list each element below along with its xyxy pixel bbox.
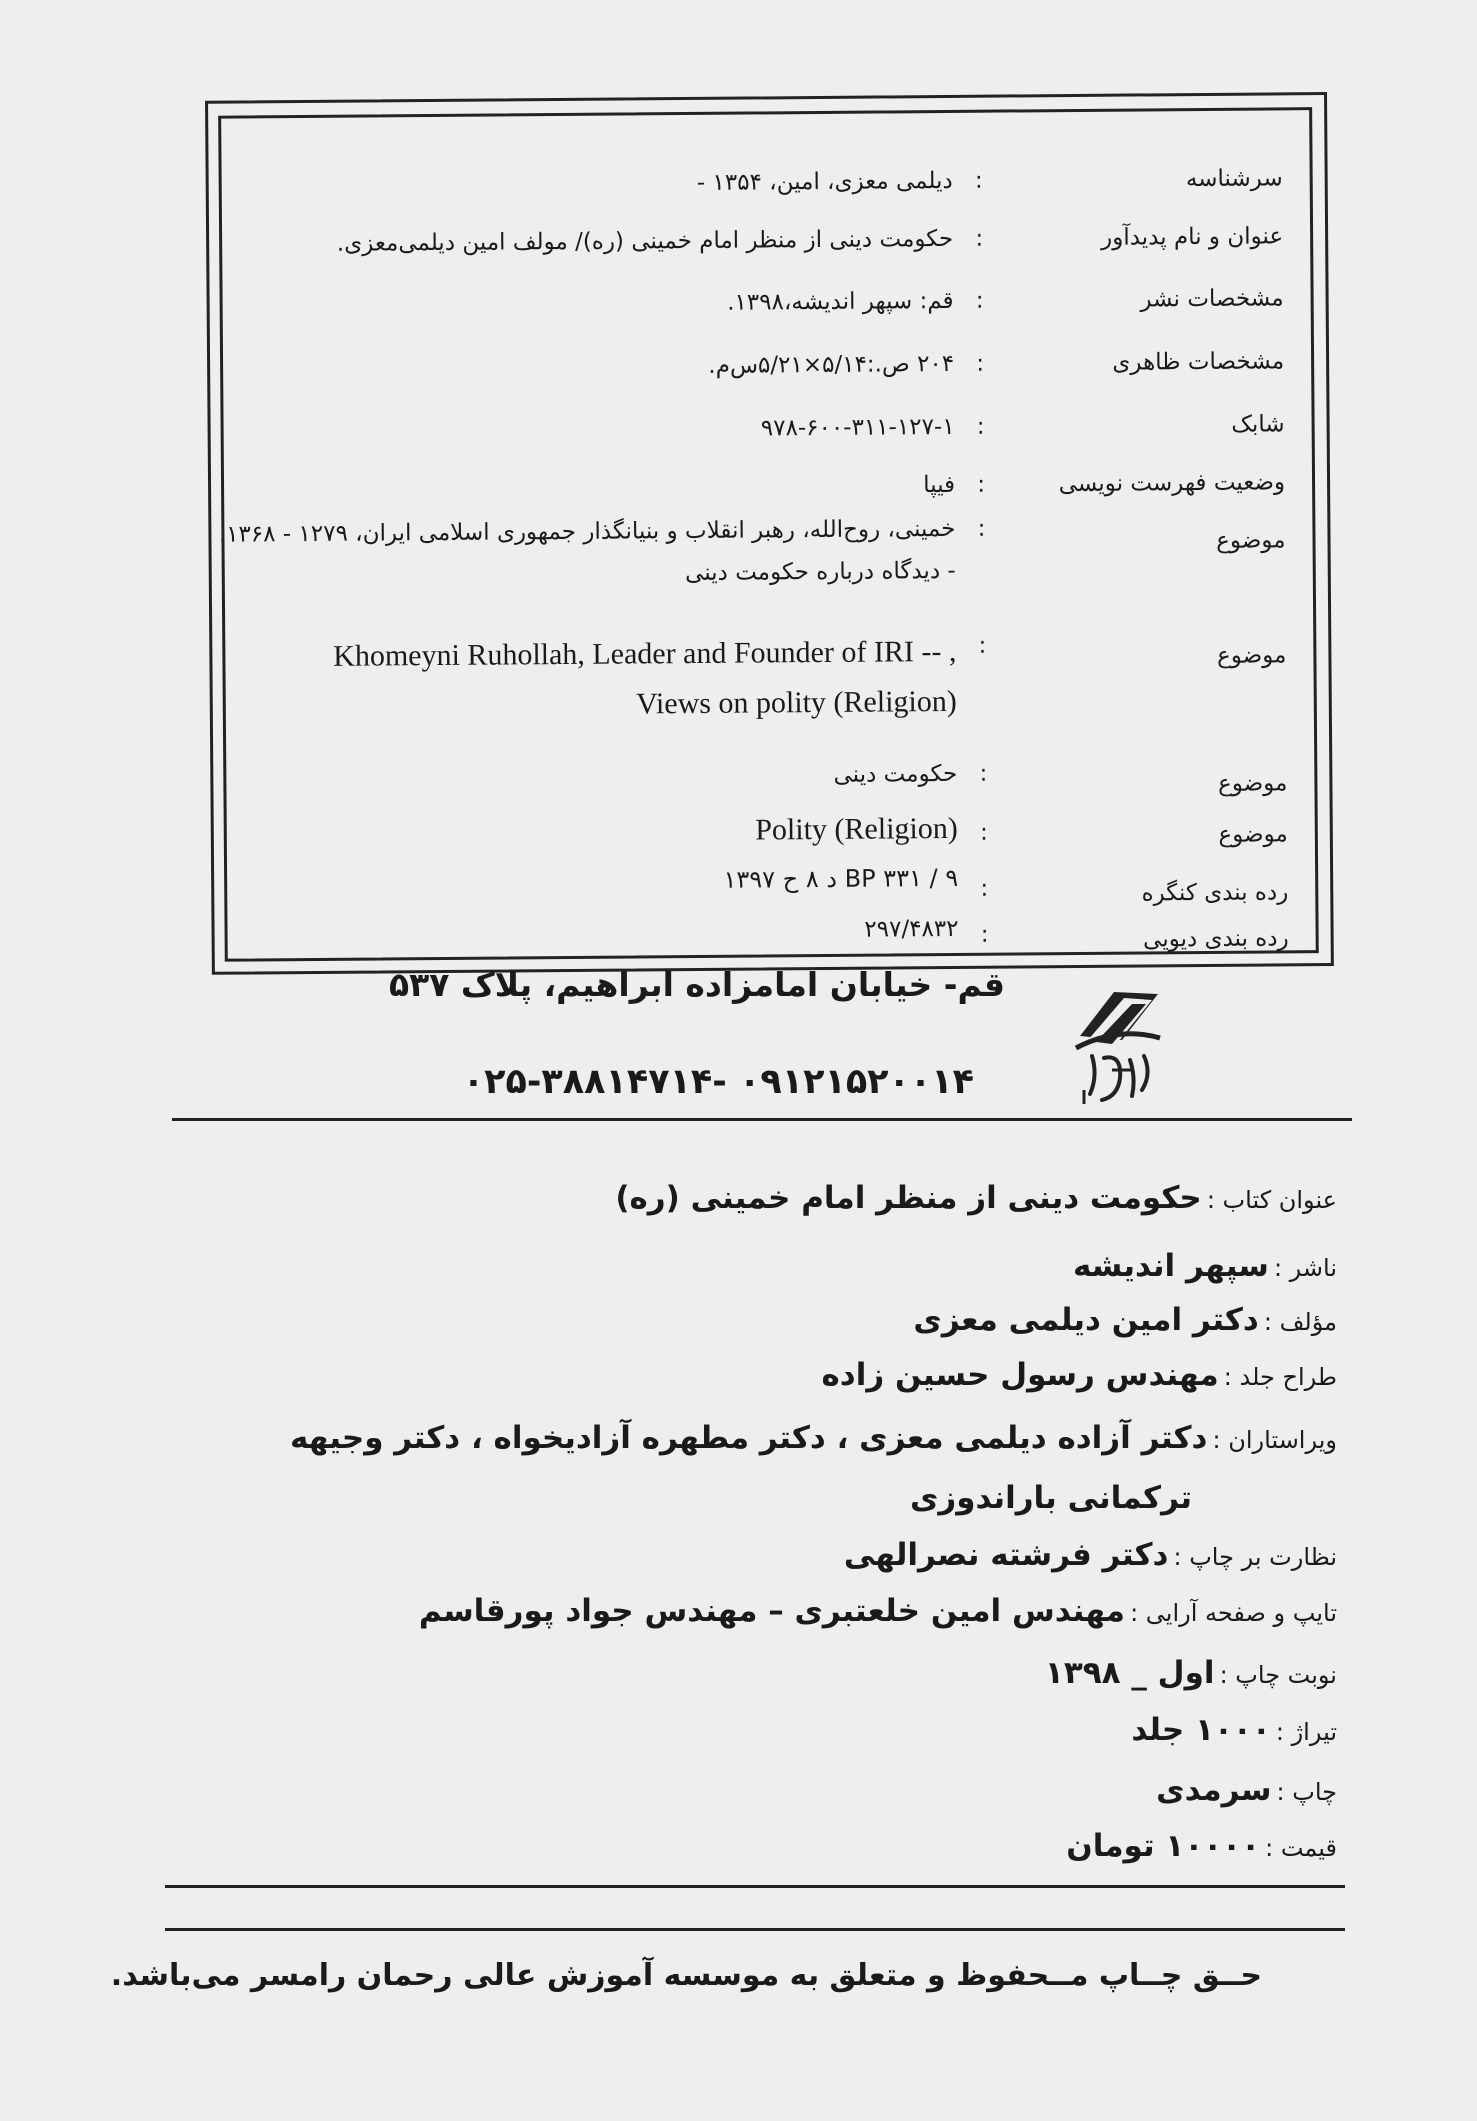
catalog-value-line: حکومت دینی از منظر امام خمینی (ره)/ مولف امین دیلمی‌معزی. <box>336 225 954 257</box>
copyright-notice: حــق چــاپ مــحفوظ و متعلق به موسسه آموزش عالی رحمان رامسر می‌باشد. <box>110 1958 1262 1993</box>
separator-colon: : <box>978 632 987 659</box>
catalog-value <box>249 168 953 200</box>
separator-colon: : <box>975 287 984 314</box>
catalog-label: مشخصات نشر <box>1140 285 1284 313</box>
catalog-value-line: ۹۷۸-۶۰۰-۳۱۱-۱۲۷-۱ <box>760 413 955 442</box>
separator-colon: : <box>980 921 989 948</box>
imprint-value: دکتر امین دیلمی معزی <box>913 1302 1259 1338</box>
imprint-printer <box>1156 1772 1337 1808</box>
catalog-value-line: حکومت دینی <box>833 760 958 788</box>
imprint-label: تیراژ : <box>1275 1718 1337 1746</box>
catalog-value <box>254 916 958 948</box>
imprint-editors <box>290 1420 1337 1456</box>
catalog-row-status <box>251 469 1285 521</box>
imprint-label: عنوان کتاب : <box>1206 1186 1337 1214</box>
catalog-value-line: - دیدگاه درباره حکومت دینی <box>685 557 956 587</box>
separator-colon: : <box>977 515 986 542</box>
imprint-label: ویراستاران : <box>1212 1426 1337 1454</box>
catalog-row-subject <box>218 513 1286 587</box>
catalog-label: موضوع <box>1216 642 1287 669</box>
catalog-value <box>251 472 955 504</box>
catalog-value-line: خمینی، روح‌الله، رهبر انقلاب و بنیانگذار جمهوری اسلامی ایران، ۱۲۷۹ - ۱۳۶۸. <box>218 515 956 548</box>
separator-colon: : <box>974 167 983 194</box>
catalog-value <box>254 864 958 898</box>
divider-line <box>165 1885 1345 1888</box>
imprint-label: قیمت : <box>1265 1834 1337 1862</box>
publisher-logo-icon <box>1062 978 1174 1108</box>
imprint-author <box>913 1302 1337 1338</box>
catalog-value-line: فیپا <box>923 471 956 499</box>
imprint-typesetting <box>419 1593 1337 1629</box>
separator-colon: : <box>980 875 989 902</box>
imprint-circulation <box>1131 1712 1337 1748</box>
imprint-print-supervision <box>844 1537 1337 1573</box>
imprint-title <box>615 1180 1337 1216</box>
catalog-value-line: ۲۹۷/۴۸۳۲ <box>864 915 959 943</box>
catalog-row-physical <box>250 348 1284 400</box>
separator-colon: : <box>979 819 988 846</box>
catalog-row-isbn <box>251 411 1285 463</box>
imprint-label: نوبت چاپ : <box>1219 1661 1337 1689</box>
catalog-row-subject-latin-2 <box>254 811 1288 863</box>
catalog-value <box>250 288 954 320</box>
catalog-label: موضوع <box>1216 527 1286 554</box>
catalog-value <box>249 226 953 258</box>
catalog-label: مشخصات ظاهری <box>1112 348 1285 376</box>
imprint-value: ۱۰۰۰ جلد <box>1131 1712 1271 1748</box>
catalog-row-subject-latin <box>252 630 1287 721</box>
catalog-row-main-entry <box>249 165 1283 217</box>
catalog-row-title <box>249 223 1283 275</box>
divider-line <box>172 1118 1352 1121</box>
catalog-value <box>218 515 956 590</box>
imprint-editors-continued: ترکمانی باراندوزی <box>910 1480 1192 1516</box>
imprint-value: حکومت دینی از منظر امام خمینی (ره) <box>615 1180 1202 1216</box>
catalog-value <box>253 761 957 793</box>
imprint-label: ناشر : <box>1273 1254 1337 1282</box>
catalog-info-box <box>205 92 1334 975</box>
catalog-label: سرشناسه <box>1185 165 1283 193</box>
imprint-label: چاپ : <box>1276 1778 1337 1806</box>
imprint-label: طراح جلد : <box>1223 1363 1337 1391</box>
separator-colon: : <box>976 350 985 377</box>
separator-colon: : <box>975 225 984 252</box>
catalog-label: وضعیت فهرست نویسی <box>1058 469 1286 498</box>
catalog-value <box>252 627 957 733</box>
publisher-address: قم- خیابان امامزاده ابراهیم، پلاک ۵۳۷ <box>388 965 1005 1004</box>
catalog-value <box>251 414 955 446</box>
catalog-label: موضوع <box>1218 821 1288 848</box>
catalog-row-dewey <box>254 913 1288 965</box>
imprint-value: مهندس امین خلعتبری – مهندس جواد پورقاسم <box>418 1593 1125 1629</box>
imprint-label: نظارت بر چاپ : <box>1173 1543 1337 1571</box>
catalog-label: رده بندی کنگره <box>1141 879 1289 907</box>
catalog-row-publication <box>250 285 1284 337</box>
catalog-value-line: دیلمی معزی، امین، ۱۳۵۴ - <box>696 167 953 196</box>
imprint-edition <box>1045 1655 1337 1691</box>
catalog-label: عنوان و نام پدیدآور <box>1100 223 1284 251</box>
catalog-value <box>254 804 958 860</box>
imprint-value: سرمدی <box>1156 1772 1272 1808</box>
divider-line <box>165 1928 1345 1931</box>
separator-colon: : <box>979 760 988 787</box>
imprint-value: دکتر فرشته نصرالهی <box>843 1537 1169 1573</box>
catalog-value-line: ۲۰۴ ص.:۵/۱۴×۵/۲۱س‌م. <box>708 350 955 379</box>
catalog-label: رده بندی دیویی <box>1143 925 1289 953</box>
imprint-price <box>1066 1828 1337 1864</box>
imprint-value: سپهر اندیشه <box>1073 1248 1269 1284</box>
catalog-value <box>250 351 954 383</box>
imprint-value: مهندس رسول حسین زاده <box>821 1357 1219 1393</box>
imprint-value: دکتر آزاده دیلمی معزی ، دکتر مطهره آزادیخواه ، دکتر وجیهه <box>289 1420 1208 1456</box>
catalog-value-line: Khomeyni Ruhollah, Leader and Founder of IRI -- , <box>333 634 957 673</box>
imprint-label: تایپ و صفحه آرایی : <box>1130 1599 1337 1627</box>
catalog-label: موضوع <box>1217 770 1288 797</box>
catalog-value-line: BP ۳۳۱ / ۹ د ۸ ح ۱۳۹۷ <box>723 863 959 894</box>
catalog-value-line: Polity (Religion) <box>755 811 958 847</box>
separator-colon: : <box>977 471 986 498</box>
catalog-row-lc-class <box>254 863 1289 919</box>
catalog-label: شابک <box>1231 411 1285 438</box>
imprint-publisher <box>1073 1248 1337 1284</box>
publisher-phone-numbers: ۰۲۵-۳۸۸۱۴۷۱۴- ۰۹۱۲۱۵۲۰۰۱۴ <box>462 1062 974 1102</box>
imprint-label: مؤلف : <box>1263 1308 1337 1336</box>
imprint-value: اول _ ۱۳۹۸ <box>1044 1655 1215 1691</box>
imprint-value: ۱۰۰۰۰ تومان <box>1066 1828 1261 1864</box>
catalog-value-line: Views on polity (Religion) <box>635 684 957 721</box>
imprint-cover-designer <box>822 1357 1338 1393</box>
catalog-row-subject-2 <box>253 758 1287 810</box>
catalog-value-line: قم: سپهر اندیشه،۱۳۹۸. <box>727 287 954 316</box>
separator-colon: : <box>976 413 985 440</box>
